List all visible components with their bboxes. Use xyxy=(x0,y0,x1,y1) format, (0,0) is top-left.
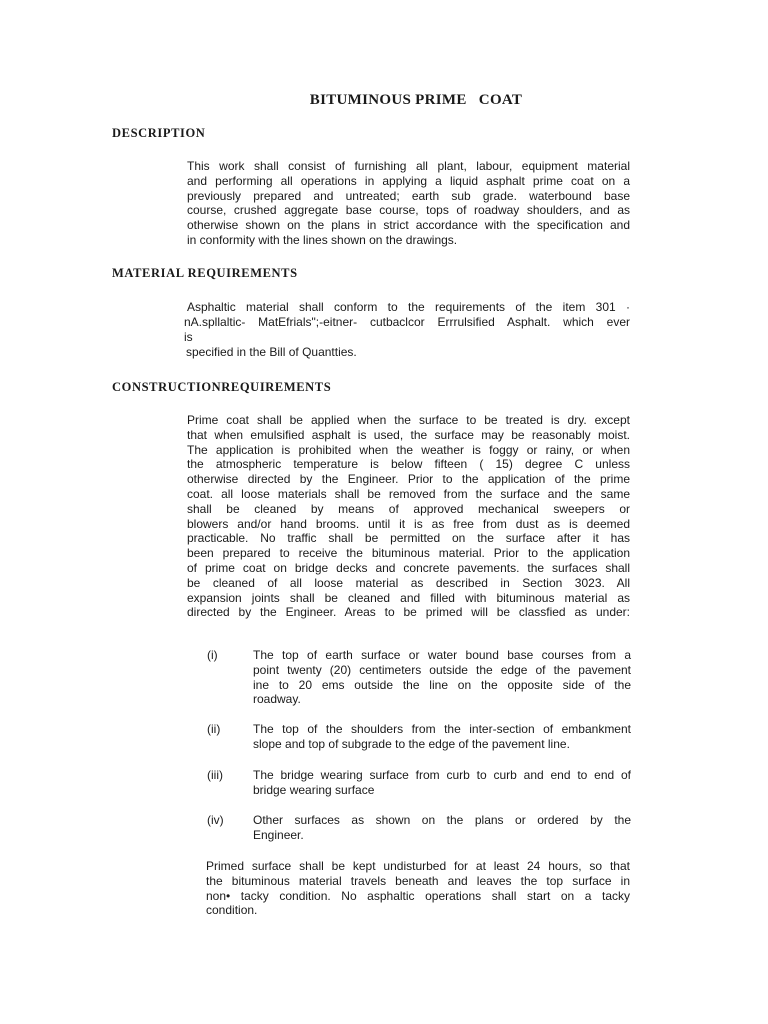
material-paragraph-line-1 xyxy=(187,300,630,315)
construction-paragraph xyxy=(187,413,630,620)
list-item-line: slope and top of subgrade to the edge of the pavement line. xyxy=(253,736,570,751)
paragraph-line: Primed surface shall be kept undisturbed for at least 24 hours, so that xyxy=(206,859,630,873)
paragraph-line: be cleaned of all loose material as described in Section 3023. All xyxy=(187,575,630,590)
paragraph-line: shall be cleaned by means of approved mechanical sweepers or xyxy=(187,501,630,516)
list-item-text xyxy=(253,648,631,707)
list-item-line: Engineer. xyxy=(253,827,304,842)
paragraph-line: is xyxy=(184,330,193,344)
material-paragraph-line-3 xyxy=(184,330,224,345)
paragraph-line: The application is prohibited when the weather is foggy or rainy, or when xyxy=(187,442,630,457)
list-item-line: The bridge wearing surface from curb to curb and end to end of xyxy=(253,768,631,782)
list-item-text xyxy=(253,768,631,798)
list-item-number: (iv) xyxy=(207,813,224,827)
paragraph-line: and performing all operations in applying a liquid asphalt prime coat on a xyxy=(187,173,630,188)
material-requirements-heading: MATERIAL REQUIREMENTS xyxy=(112,266,298,280)
list-item-line: The top of the shoulders from the inter-section of embankment xyxy=(253,722,631,736)
paragraph-line: directed by the Engineer. Areas to be primed will be classfied as under: xyxy=(187,605,630,620)
paragraph-line: in conformity with the lines shown on the drawings. xyxy=(187,232,458,247)
closing-paragraph xyxy=(206,859,630,918)
paragraph-line: coat. all loose materials shall be removed from the surface and the same xyxy=(187,486,630,501)
list-item-line: point twenty (20) centimeters outside the edge of the pavement xyxy=(253,662,631,677)
list-item-line: Other surfaces as shown on the plans or ordered by the xyxy=(253,813,631,827)
paragraph-line: Prime coat shall be applied when the surface to be treated is dry. except xyxy=(187,413,630,427)
paragraph-line: of prime coat on bridge decks and concrete pavements. the surfaces shall xyxy=(187,560,630,575)
paragraph-line: Asphaltic material shall conform to the requirements of the item 301 · xyxy=(187,300,630,314)
paragraph-line: practicable. No traffic shall be permitted on the surface after it has xyxy=(187,531,630,546)
paragraph-line: This work shall consist of furnishing all plant, labour, equipment material xyxy=(187,159,630,173)
list-item-line: bridge wearing surface xyxy=(253,782,375,797)
paragraph-line: otherwise directed by the Engineer. Prior to the application of the prime xyxy=(187,472,630,487)
paragraph-line: nA.spllaltic- MatEfrials";-eitner- cutbaclcor Errrulsified Asphalt. which ever xyxy=(184,315,630,329)
paragraph-line: previously prepared and untreated; earth sub grade. waterbound base xyxy=(187,188,630,203)
list-item-line: roadway. xyxy=(253,692,301,707)
paragraph-line: the atmospheric temperature is below fifteen ( 15) degree C unless xyxy=(187,457,630,472)
paragraph-line: course, crushed aggregate base course, tops of roadway shoulders, and as xyxy=(187,203,630,218)
list-item-text xyxy=(253,813,631,843)
paragraph-line: otherwise shown on the plans in strict accordance with the specification and xyxy=(187,218,630,233)
description-paragraph xyxy=(187,159,630,248)
list-item-line: ine to 20 ems outside the line on the opposite side of the xyxy=(253,677,631,692)
material-paragraph-line-4 xyxy=(186,345,629,360)
list-item-text xyxy=(253,722,631,752)
construction-requirements-heading: CONSTRUCTIONREQUIREMENTS xyxy=(112,380,332,394)
paragraph-line: blowers and/or hand brooms. until it is as free from dust as is deemed xyxy=(187,516,630,531)
paragraph-line: non• tacky condition. No asphaltic operations shall start on a tacky xyxy=(206,888,630,903)
description-heading: DESCRIPTION xyxy=(112,126,206,140)
paragraph-line: the bituminous material travels beneath and leaves the top surface in xyxy=(206,873,630,888)
list-item-line: The top of earth surface or water bound base courses from a xyxy=(253,648,631,662)
paragraph-line: condition. xyxy=(206,903,258,918)
paragraph-line: that when emulsified asphalt is used, the surface may be reasonably moist. xyxy=(187,427,630,442)
paragraph-line: expansion joints shall be cleaned and filled with bituminous material as xyxy=(187,590,630,605)
list-item-number: (ii) xyxy=(207,722,221,736)
list-item-number: (i) xyxy=(207,648,218,662)
material-paragraph-line-2 xyxy=(184,315,630,330)
paragraph-line: been prepared to receive the bituminous material. Prior to the application xyxy=(187,546,630,561)
document-title: BITUMINOUS PRIME COAT xyxy=(309,92,523,108)
paragraph-line: specified in the Bill of Quantties. xyxy=(186,345,357,359)
list-item-number: (iii) xyxy=(207,768,223,782)
